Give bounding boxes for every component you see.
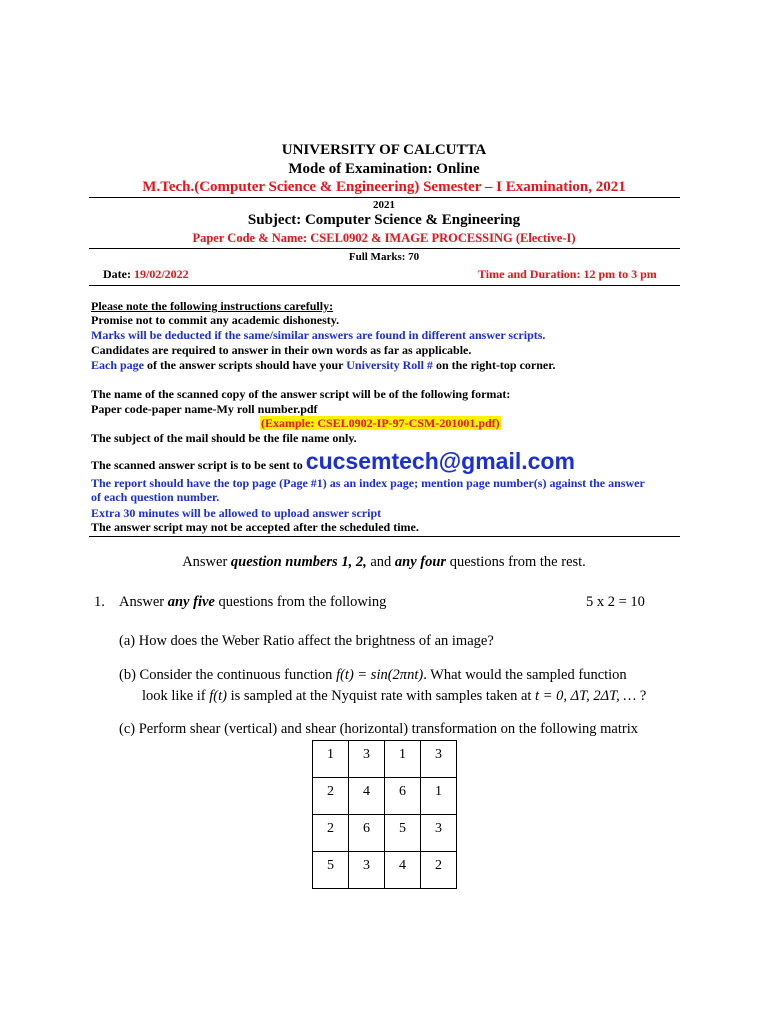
question-1-text xyxy=(119,594,386,611)
university-roll-text: University Roll # xyxy=(346,358,433,372)
submission-email-link[interactable]: cucsemtech@gmail.com xyxy=(305,448,575,474)
matrix-cell: 3 xyxy=(421,741,457,778)
date-label: Date: xyxy=(103,267,134,281)
matrix-cell: 1 xyxy=(421,778,457,815)
sub-b-sample-times: t = 0, ΔT, 2ΔT, … xyxy=(535,688,637,704)
sub-b-ft: f(t) xyxy=(209,688,227,704)
exam-date xyxy=(103,267,189,282)
question-number: 1. xyxy=(94,594,105,610)
instruction-honesty: Promise not to commit any academic dishonesty. xyxy=(91,313,340,327)
answer-text-e: questions from the rest. xyxy=(446,554,586,570)
matrix-row xyxy=(313,741,457,778)
instruction-mail-subject: The subject of the mail should be the file name only. xyxy=(91,431,357,445)
question-1-marks: 5 x 2 = 10 xyxy=(586,594,645,610)
instruction-deduction: Marks will be deducted if the same/similar answers are found in different answer scripts. xyxy=(91,328,546,342)
subject-line: Subject: Computer Science & Engineering xyxy=(247,212,521,228)
subquestion-a: (a) How does the Weber Ratio affect the brightness of an image? xyxy=(119,633,494,649)
roll-text-b: on the right-top corner. xyxy=(432,358,556,372)
matrix-cell: 2 xyxy=(313,778,349,815)
instruction-format: The name of the scanned copy of the answer script will be of the following format: xyxy=(91,387,511,401)
subquestion-b-line-2 xyxy=(142,688,646,705)
subquestion-c: (c) Perform shear (vertical) and shear (horizontal) transformation on the following matrix xyxy=(119,721,638,737)
answer-text-c: and xyxy=(366,554,395,570)
instructions-heading: Please note the following instructions carefully: xyxy=(91,299,334,313)
answer-any-four: any four xyxy=(394,554,447,570)
matrix-cell: 5 xyxy=(385,815,421,852)
instruction-extra-time: Extra 30 minutes will be allowed to upload answer script xyxy=(91,506,382,520)
matrix-cell: 1 xyxy=(313,741,349,778)
matrix-cell: 2 xyxy=(421,852,457,889)
matrix-cell: 5 xyxy=(313,852,349,889)
divider-rule xyxy=(89,248,680,249)
matrix-cell: 6 xyxy=(385,778,421,815)
full-marks: Full Marks: 70 xyxy=(348,251,420,263)
example-highlight: (Example: CSEL0902-IP-97-CSM-201001.pdf) xyxy=(261,416,500,430)
matrix-cell: 4 xyxy=(349,778,385,815)
divider-rule xyxy=(89,285,680,286)
time-duration: Time and Duration: 12 pm to 3 pm xyxy=(478,267,657,281)
roll-text-a: of the answer scripts should have your xyxy=(144,358,347,372)
each-page-text: Each page xyxy=(91,358,145,372)
shear-matrix xyxy=(312,740,457,889)
sub-b-function: f(t) = sin(2πnt) xyxy=(336,667,424,683)
exam-title: M.Tech.(Computer Science & Engineering) Semester – I Examination, 2021 xyxy=(142,179,626,195)
matrix-cell: 1 xyxy=(385,741,421,778)
matrix-row xyxy=(313,778,457,815)
q1-text-a: Answer xyxy=(119,594,168,610)
exam-mode: Mode of Examination: Online xyxy=(288,161,480,177)
matrix-row xyxy=(313,852,457,889)
university-name: UNIVERSITY OF CALCUTTA xyxy=(281,142,487,158)
answer-question-numbers: question numbers 1, 2, xyxy=(230,554,367,570)
q1-any-five: any five xyxy=(167,594,215,610)
divider-rule xyxy=(89,536,680,537)
subquestion-b-line-1 xyxy=(119,667,627,684)
matrix-cell: 3 xyxy=(349,852,385,889)
matrix-cell: 4 xyxy=(385,852,421,889)
instruction-late: The answer script may not be accepted after the scheduled time. xyxy=(91,520,419,534)
matrix-cell: 6 xyxy=(349,815,385,852)
instruction-send-to xyxy=(91,449,575,477)
paper-code-name: Paper Code & Name: CSEL0902 & IMAGE PROCESSING (Elective-I) xyxy=(192,231,576,245)
matrix-cell: 2 xyxy=(313,815,349,852)
matrix-cell: 3 xyxy=(421,815,457,852)
instruction-format-value: Paper code-paper name-My roll number.pdf xyxy=(91,402,318,416)
sub-b-question-mark: ? xyxy=(636,688,647,704)
sub-b-text-a: (b) Consider the continuous function xyxy=(119,667,337,683)
divider-rule xyxy=(89,197,680,198)
matrix-row xyxy=(313,815,457,852)
sub-b-text-e: is sampled at the Nyquist rate with samples taken at xyxy=(226,688,536,704)
sub-b-text-d: look like if xyxy=(142,688,210,704)
instruction-report-2: of each question number. xyxy=(91,490,220,504)
instruction-own-words: Candidates are required to answer in their own words as far as applicable. xyxy=(91,343,472,357)
instruction-report-1: The report should have the top page (Page #1) as an index page; mention page number(s) against the answer xyxy=(91,476,645,490)
matrix-cell: 3 xyxy=(349,741,385,778)
filename-example xyxy=(260,416,501,430)
q1-text-c: questions from the following xyxy=(214,594,387,610)
answer-instruction xyxy=(0,554,768,571)
send-to-text: The scanned answer script is to be sent to xyxy=(91,458,306,472)
answer-text-a: Answer xyxy=(182,554,231,570)
exam-year: 2021 xyxy=(373,199,395,211)
instruction-roll-number xyxy=(91,358,555,372)
date-value: 19/02/2022 xyxy=(133,267,189,281)
sub-b-text-c: . What would the sampled function xyxy=(423,667,627,683)
